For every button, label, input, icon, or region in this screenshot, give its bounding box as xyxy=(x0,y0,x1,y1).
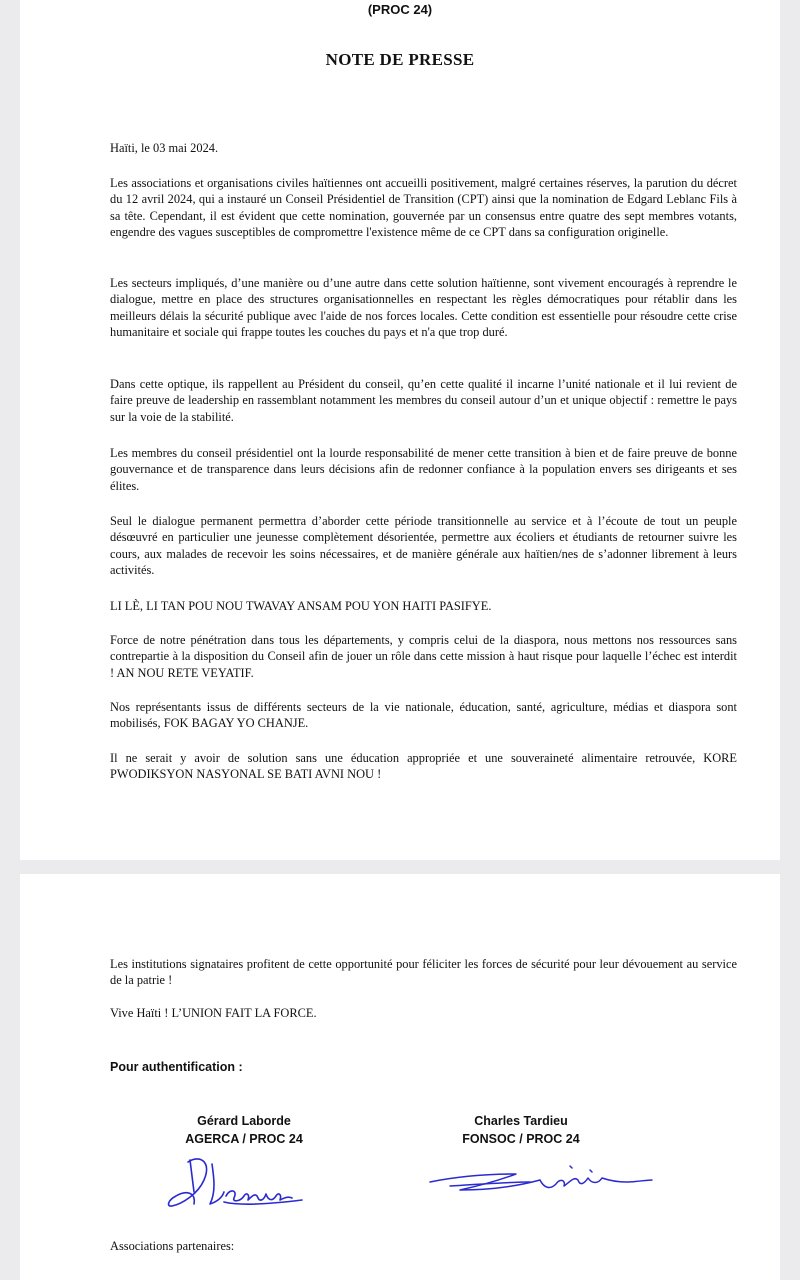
signatory-2-org: FONSOC / PROC 24 xyxy=(462,1132,580,1146)
date-line: Haïti, le 03 mai 2024. xyxy=(110,141,219,155)
paragraph-6: LI LÈ, LI TAN POU NOU TWAVAY ANSAM POU YON HAITI PASIFYE. xyxy=(110,599,492,613)
signature-2-image xyxy=(420,1160,660,1200)
signatory-1 xyxy=(134,1112,354,1148)
paragraph-9: Il ne serait y avoir de solution sans une éducation appropriée et une souveraineté alimentaire retrouvée, KORE PWODIKSYON NASYONAL SE BATI AVNI NOU ! xyxy=(110,751,737,782)
signature-1-image xyxy=(160,1152,310,1212)
document-page-2 xyxy=(20,874,780,1280)
paragraph-8: Nos représentants issus de différents secteurs de la vie nationale, éducation, santé, agriculture, médias et diaspora sont mobilisés, FOK BAGAY YO CHANJE. xyxy=(110,700,737,731)
paragraph-2: Les secteurs impliqués, d’une manière ou d’une autre dans cette solution haïtienne, sont vivement encouragés à reprendre le dialogue, mettre en place des structures organisationnelles en respectant les règles démocratiques pour rétablir dans les meilleurs délais la sécurité publique avec l'aide de nos forces locales. Cette condition est essentielle pour résoudre cette crise humanitaire et sociale qui frappe toutes les couches du pays et n'a que trop duré. xyxy=(110,276,737,340)
proc-header: (PROC 24) xyxy=(367,2,433,17)
signatory-1-name: Gérard Laborde xyxy=(197,1114,291,1128)
signatory-1-org: AGERCA / PROC 24 xyxy=(185,1132,303,1146)
paragraph-3: Dans cette optique, ils rappellent au Président du conseil, qu’en cette qualité il incarne l’unité nationale et il lui revient de faire preuve de leadership en rassemblant notamment les membres du conseil autour d’un et unique objectif : remettre le pays sur la voie de la stabilité. xyxy=(110,377,737,424)
paragraph-1: Les associations et organisations civiles haïtiennes ont accueilli positivement, malgré certaines réserves, la parution du décret du 12 avril 2024, qui a instauré un Conseil Présidentiel de Transition (CPT) ainsi que la nomination de Edgard Leblanc Fils à sa tête. Cependant, il est évident que cette nomination, gouvernée par un consensus entre quatre des sept membres votants, engendre des vagues susceptibles de compromettre l'existence même de ce CPT dans sa configuration originelle. xyxy=(110,176,737,240)
authentication-label: Pour authentification : xyxy=(110,1060,243,1074)
paragraph-4: Les membres du conseil présidentiel ont la lourde responsabilité de mener cette transition à bien et de faire preuve de bonne gouvernance et de transparence dans leurs décisions afin de redonner confiance à la population envers ses dirigeants et ses élites. xyxy=(110,446,737,493)
signatory-2 xyxy=(411,1112,631,1148)
document-page-1 xyxy=(20,0,780,860)
document-title: NOTE DE PRESSE xyxy=(325,50,475,69)
page2-paragraph: Les institutions signataires profitent de cette opportunité pour féliciter les forces de sécurité pour leur dévouement au service de la patrie ! xyxy=(110,957,737,988)
vive-line: Vive Haïti ! L’UNION FAIT LA FORCE. xyxy=(110,1006,317,1020)
signatory-2-name: Charles Tardieu xyxy=(474,1114,568,1128)
paragraph-5: Seul le dialogue permanent permettra d’aborder cette période transitionnelle au service et à l’écoute de tout un peuple désœuvré en particulier une jeunesse complètement désorientée, permettre aux écoliers et étudiants de retourner suivre les cours, aux malades de recevoir les soins nécessaires, et de manière générale aux haïtien/nes de s’adonner librement à leurs activités. xyxy=(110,514,737,578)
paragraph-7: Force de notre pénétration dans tous les départements, y compris celui de la diaspora, nous mettons nos ressources sans contrepartie à la disposition du Conseil afin de jouer un rôle dans cette mission à haut risque pour laquelle l’échec est interdit ! AN NOU RETE VEYATIF. xyxy=(110,633,737,680)
partners-label: Associations partenaires: xyxy=(110,1239,235,1253)
